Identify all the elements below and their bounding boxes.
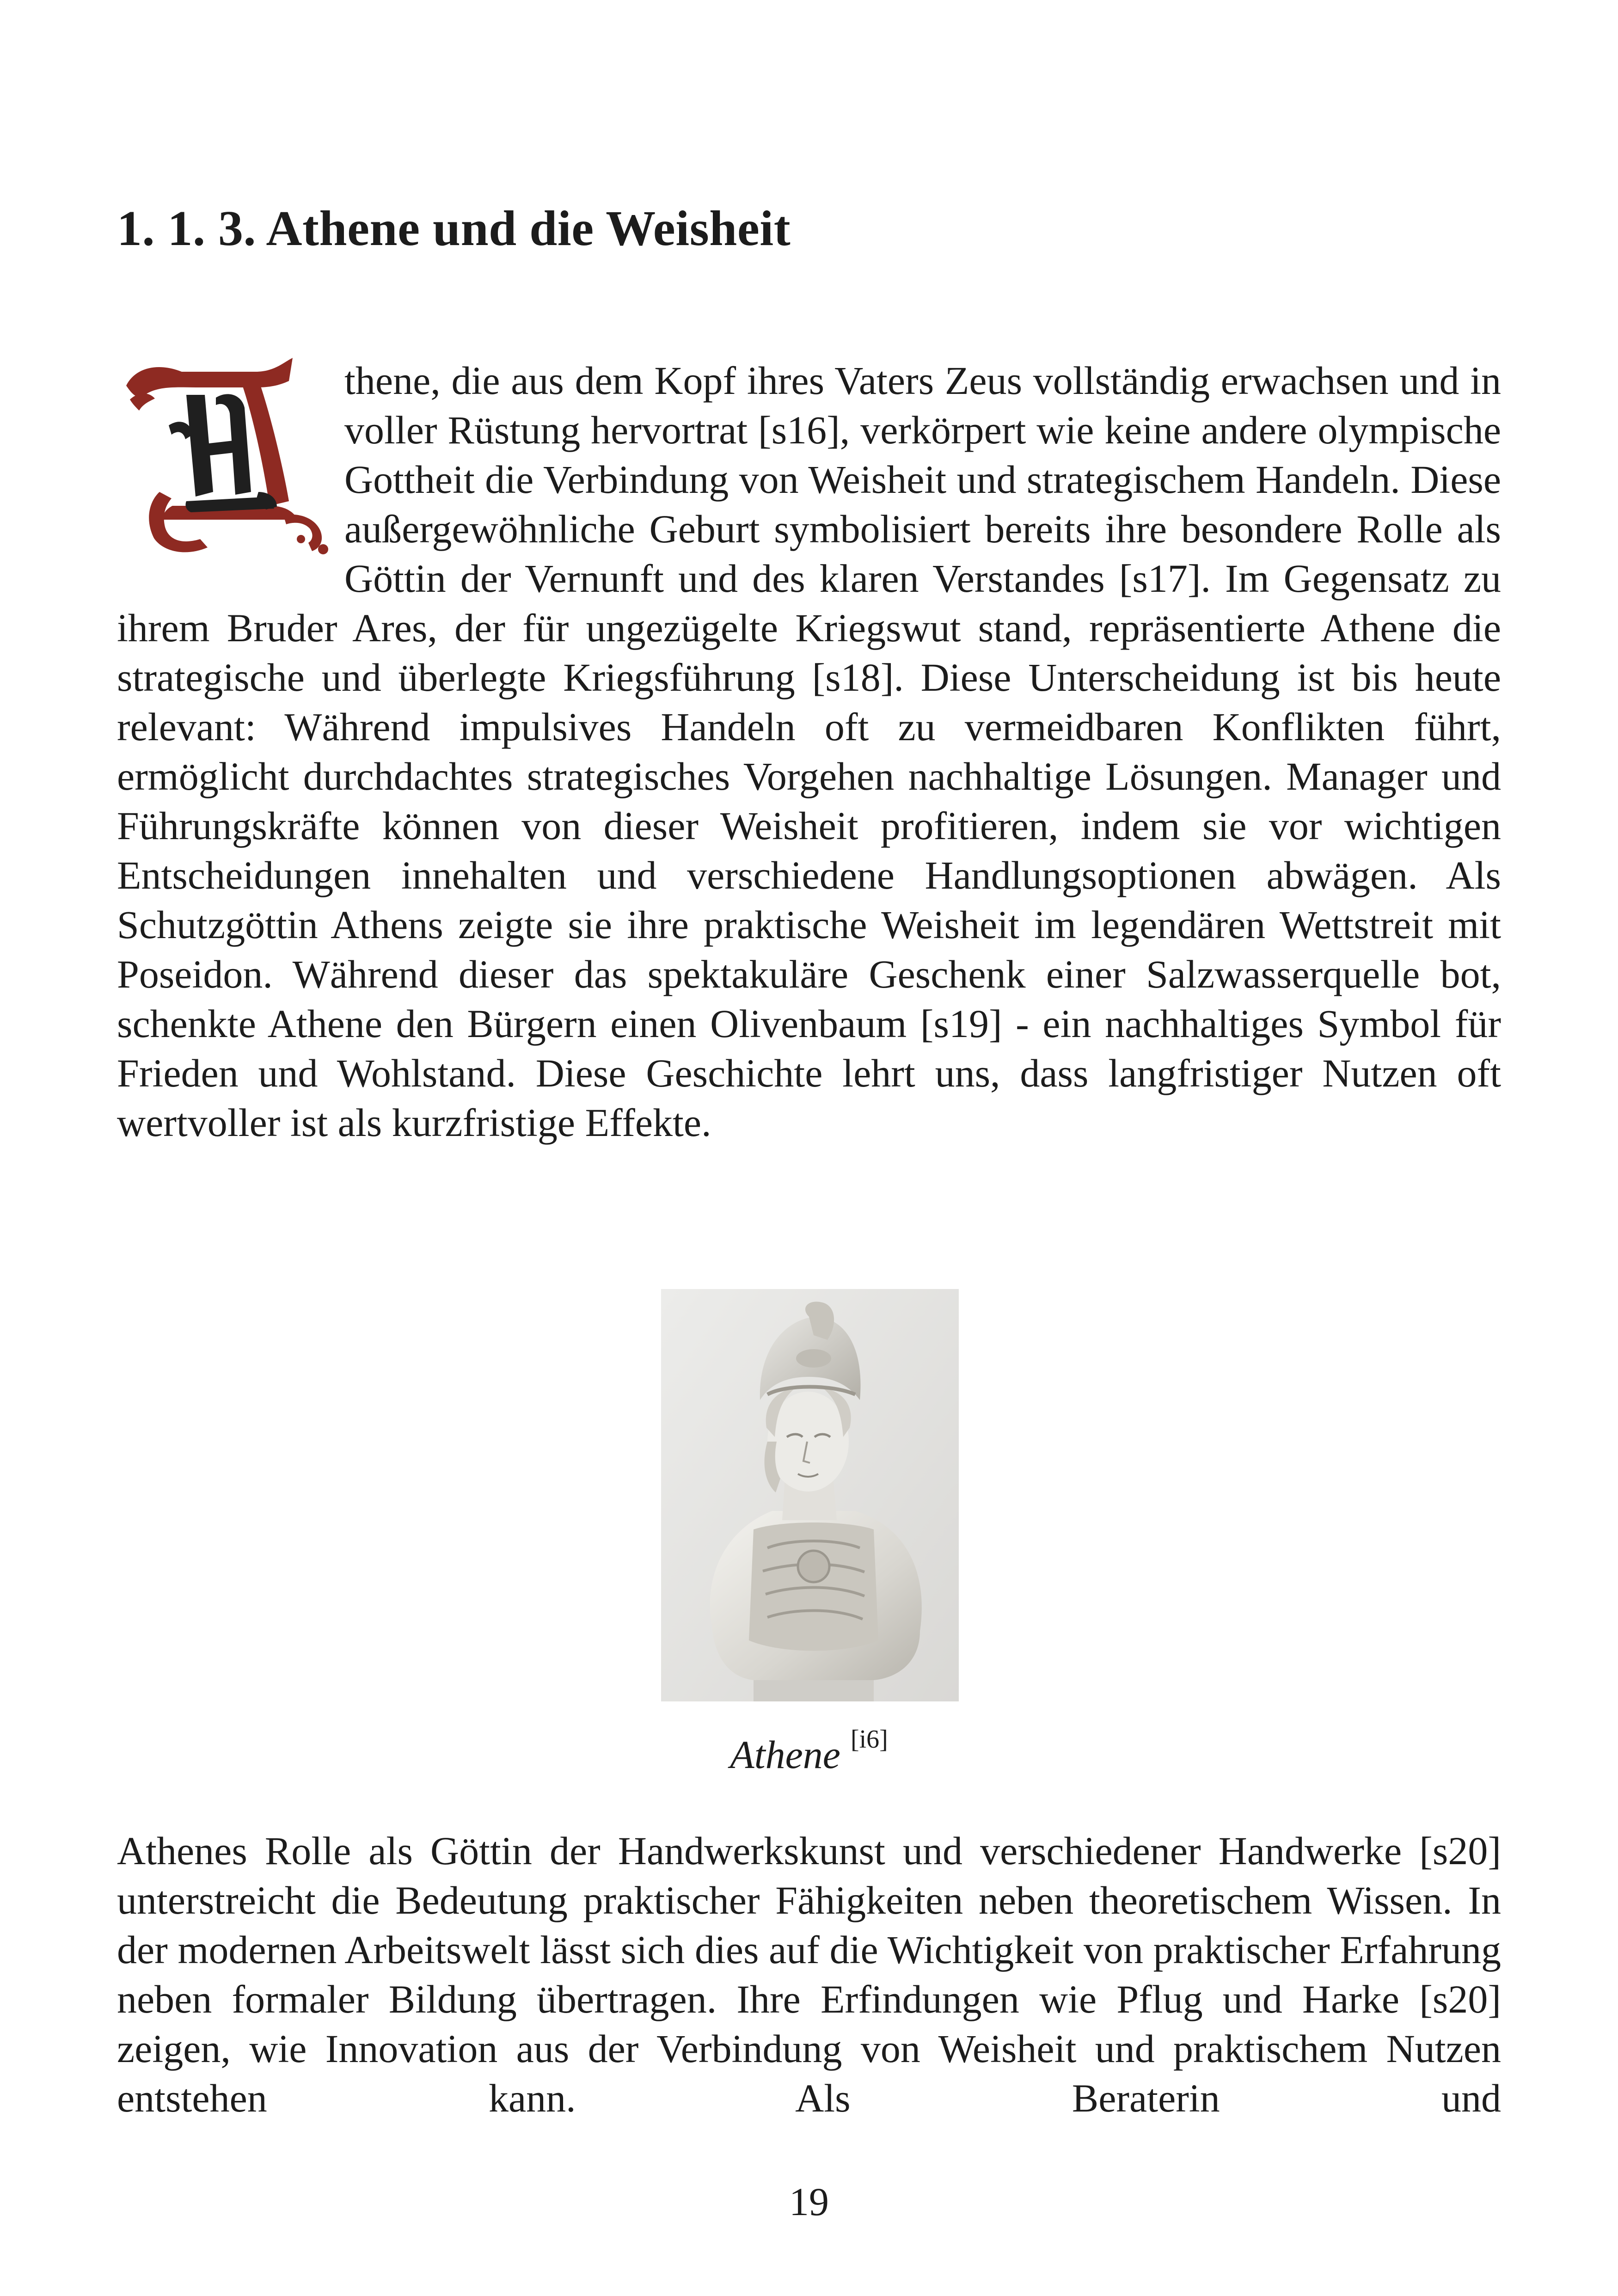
section-heading: 1. 1. 3. Athene und die Weisheit: [117, 201, 791, 256]
paragraph-1-text: thene, die aus dem Kopf ihres Vaters Zeus vollständig erwachsen und in voller Rüstung hervortrat [s16], verkörpert wie keine andere olympische Gottheit die Verbindung von Weisheit und strategischem Handeln. Diese außergewöhnliche Geburt symbolisiert bereits ihre besondere Rolle als Göttin der Vernunft und des klaren Verstandes [s17]. Im Gegensatz zu ihrem Bruder Ares, der für ungezügelte Kriegswut stand, repräsentierte Athene die strategische und überlegte Kriegsführung [s18]. Diese Unterscheidung ist bis heute relevant: Während impulsives Handeln oft zu vermeidbaren Konflikten führt, ermöglicht durchdachtes strategisches Vorgehen nachhaltige Lösungen. Manager und Führungskräfte können von dieser Weisheit profitieren, indem sie vor wichtigen Entscheidungen innehalten und verschiedene Handlungsoptionen abwägen. Als Schutzgöttin Athens zeigte sie ihre praktische Weisheit im legendären Wettstreit mit Poseidon. Während dieser das spektakuläre Geschenk einer Salzwasserquelle bot, schenkte Athene den Bürgern einen Olivenbaum [s19] - ein nachhaltiges Symbol für Frieden und Wohlstand. Diese Geschichte lehrt uns, dass langfristiger Nutzen oft wertvoller ist als kurzfristige Effekte.: [117, 358, 1501, 1145]
figure-caption-reference: [i6]: [850, 1725, 888, 1754]
paragraph-2: Athenes Rolle als Göttin der Handwerkskunst und verschiedener Handwerke [s20] unterstreicht die Bedeutung praktischer Fähigkeiten neben theoretischem Wissen. In der modernen Arbeitswelt lässt sich dies auf die Wichtigkeit von praktischer Erfahrung neben formaler Bildung übertragen. Ihre Erfindungen wie Pflug und Harke [s20] zeigen, wie Innovation aus der Verbindung von Weisheit und praktischem Nutzen entstehen kann. Als Beraterin und: [117, 1829, 1501, 2120]
drop-cap-letter-a-icon: [117, 353, 339, 558]
athene-bust-photo: [661, 1289, 959, 1701]
figure-caption: [0, 1725, 1618, 1785]
figure-caption-text: Athene: [730, 1732, 840, 1777]
paragraph-1: [117, 356, 1501, 1148]
page-number: 19: [789, 2179, 829, 2224]
